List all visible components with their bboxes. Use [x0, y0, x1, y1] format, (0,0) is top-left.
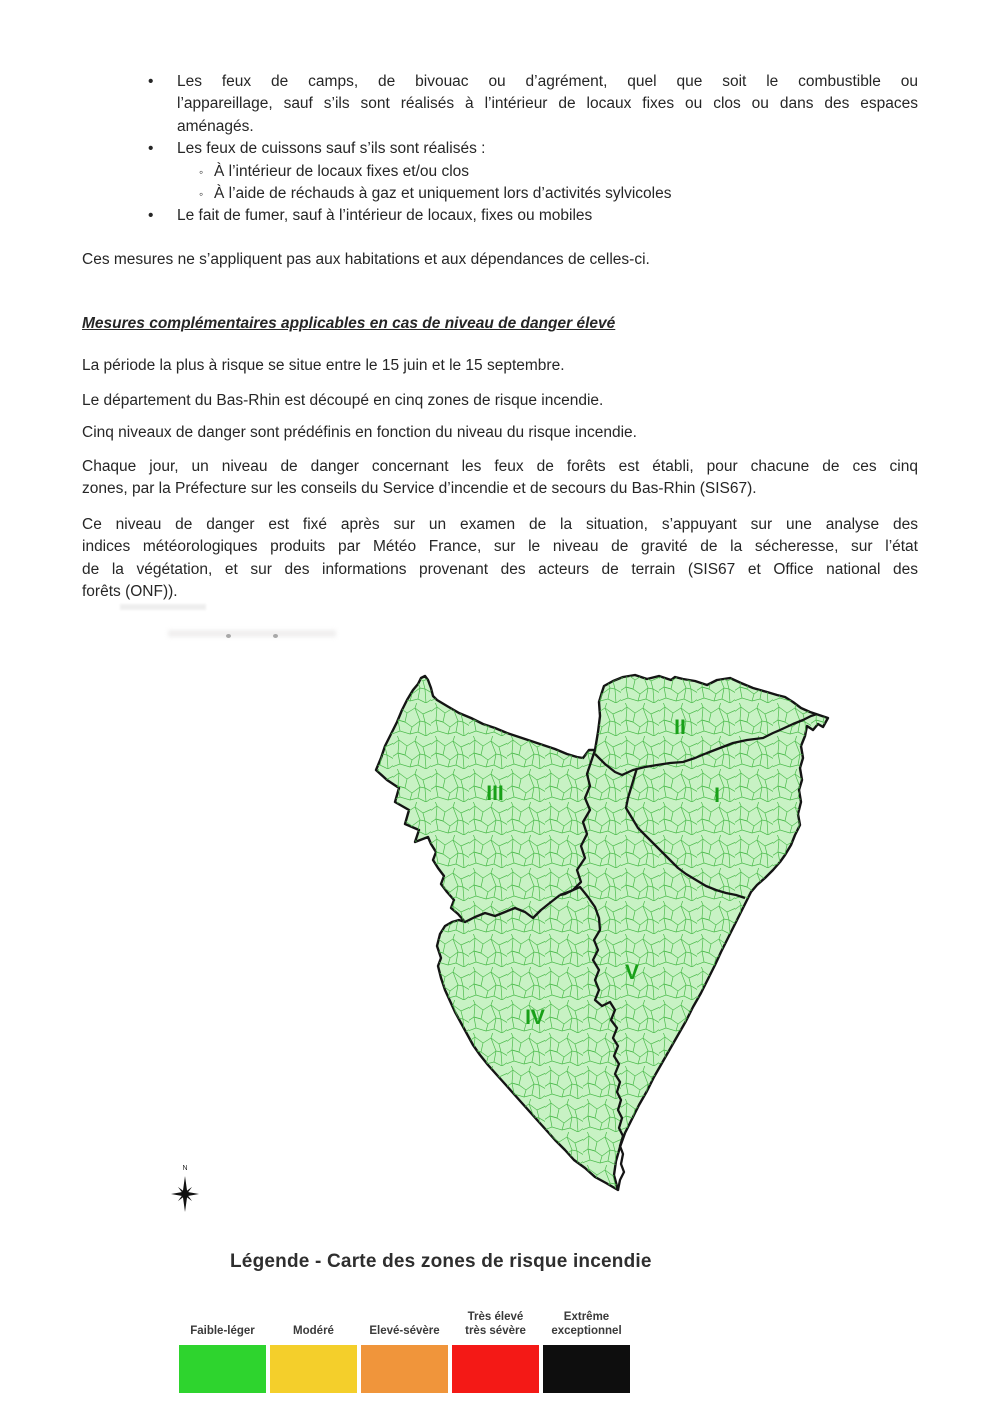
commune-texture — [355, 670, 830, 1195]
text-line: aménagés. — [177, 117, 254, 135]
circle-bullet-icon: ◦ — [199, 187, 204, 202]
legend-swatch — [270, 1345, 357, 1393]
compass-north-label: N — [182, 1165, 188, 1172]
zone-label-v: V — [624, 961, 640, 984]
zone-label-iii: III — [486, 782, 504, 805]
legend-item — [452, 1306, 539, 1393]
ghost-artifact — [120, 604, 206, 610]
legend-label-line: Très élevé — [467, 1311, 524, 1323]
legend-label-line: exceptionnel — [551, 1324, 622, 1337]
list-item — [82, 71, 918, 138]
text-line: de la végétation, et sur des informations provenant des acteurs de terrain (SIS67 et Office national des — [82, 560, 918, 578]
text-block — [82, 71, 918, 603]
text-line: zones, par la Préfecture sur les conseils du Service d’incendie et de secours du Bas-Rhin (SIS67). — [82, 480, 757, 498]
circle-bullet-icon: ◦ — [199, 164, 204, 179]
legend-swatch — [543, 1345, 630, 1393]
legend-swatch — [452, 1345, 539, 1393]
paragraph-zones: Le département du Bas-Rhin est découpé en cinq zones de risque incendie. — [82, 392, 604, 410]
text-line: Les feux de camps, de bivouac ou d’agrément, quel que soit le combustible ou — [177, 73, 918, 90]
legend-label-line: Elevé-sévère — [369, 1324, 440, 1337]
section-heading — [82, 313, 918, 335]
legend — [179, 1306, 630, 1393]
list-item-text: À l’intérieur de locaux fixes et/ou clos — [214, 162, 470, 180]
zone-label-iv: IV — [525, 1006, 545, 1029]
text-line: Ce niveau de danger est fixé après sur un examen de la situation, s’appuyant sur une analyse des — [82, 515, 918, 533]
bullet-icon: • — [148, 73, 154, 90]
legend-label — [543, 1306, 630, 1338]
legend-item — [361, 1306, 448, 1393]
risk-zone-map — [355, 670, 830, 1195]
list-item-text — [177, 71, 918, 138]
sub-list-item — [82, 161, 918, 183]
legend-item — [543, 1306, 630, 1393]
legend-item — [270, 1306, 357, 1393]
compass-star — [171, 1176, 199, 1212]
legend-label — [361, 1306, 448, 1338]
legend-label-line: Modéré — [293, 1324, 334, 1337]
ghost-artifact — [168, 630, 336, 637]
text-line: forêts (ONF)). — [82, 582, 178, 600]
legend-label-line: Faible-léger — [190, 1324, 255, 1337]
paragraph-intro: Ces mesures ne s’appliquent pas aux habitations et aux dépendances de celles-ci. — [82, 250, 650, 268]
sub-list-item — [82, 183, 918, 205]
compass-rose-icon — [167, 1160, 203, 1220]
map-svg — [355, 670, 830, 1195]
paragraph-daily-level — [82, 456, 918, 501]
zone-label-ii: II — [674, 716, 686, 739]
section-heading-text: Mesures complémentaires applicables en cas de niveau de danger élevé — [82, 315, 616, 333]
text-line: indices météorologiques produits par Météo France, sur le niveau de gravité de la sécheresse, sur l’état — [82, 538, 918, 556]
legend-item — [179, 1306, 266, 1393]
list-item — [82, 205, 918, 227]
bullet-icon: • — [148, 140, 154, 158]
list-item-text: À l’aide de réchauds à gaz et uniquement lors d’activités sylvicoles — [214, 185, 672, 203]
legend-label-line: très sévère — [465, 1324, 526, 1337]
legend-label — [179, 1306, 266, 1338]
paragraph-period: La période la plus à risque se situe entre le 15 juin et le 15 septembre. — [82, 356, 565, 374]
list-item-text: Les feux de cuissons sauf s’ils sont réalisés : — [177, 140, 486, 158]
ghost-artifact — [226, 634, 231, 638]
ghost-artifact — [273, 634, 278, 638]
list-item-text: Le fait de fumer, sauf à l’intérieur de locaux, fixes ou mobiles — [177, 207, 593, 225]
text-line: Chaque jour, un niveau de danger concernant les feux de forêts est établi, pour chacune de ces cinq — [82, 457, 918, 475]
legend-swatch — [361, 1345, 448, 1393]
bullet-icon: • — [148, 207, 154, 225]
paragraph-levels: Cinq niveaux de danger sont prédéfinis en fonction du niveau du risque incendie. — [82, 424, 637, 442]
legend-swatch — [179, 1345, 266, 1393]
legend-title: Légende - Carte des zones de risque incendie — [230, 1251, 652, 1272]
legend-label-line: Extrême — [563, 1311, 610, 1323]
paragraph-assessment — [82, 514, 918, 604]
text-line: l’appareillage, sauf s’ils sont réalisés à l’intérieur de locaux fixes ou clos ou dans des espaces — [177, 95, 918, 113]
legend-label — [452, 1306, 539, 1338]
zone-label-i: I — [714, 784, 720, 807]
list-item — [82, 138, 918, 160]
legend-label — [270, 1306, 357, 1338]
